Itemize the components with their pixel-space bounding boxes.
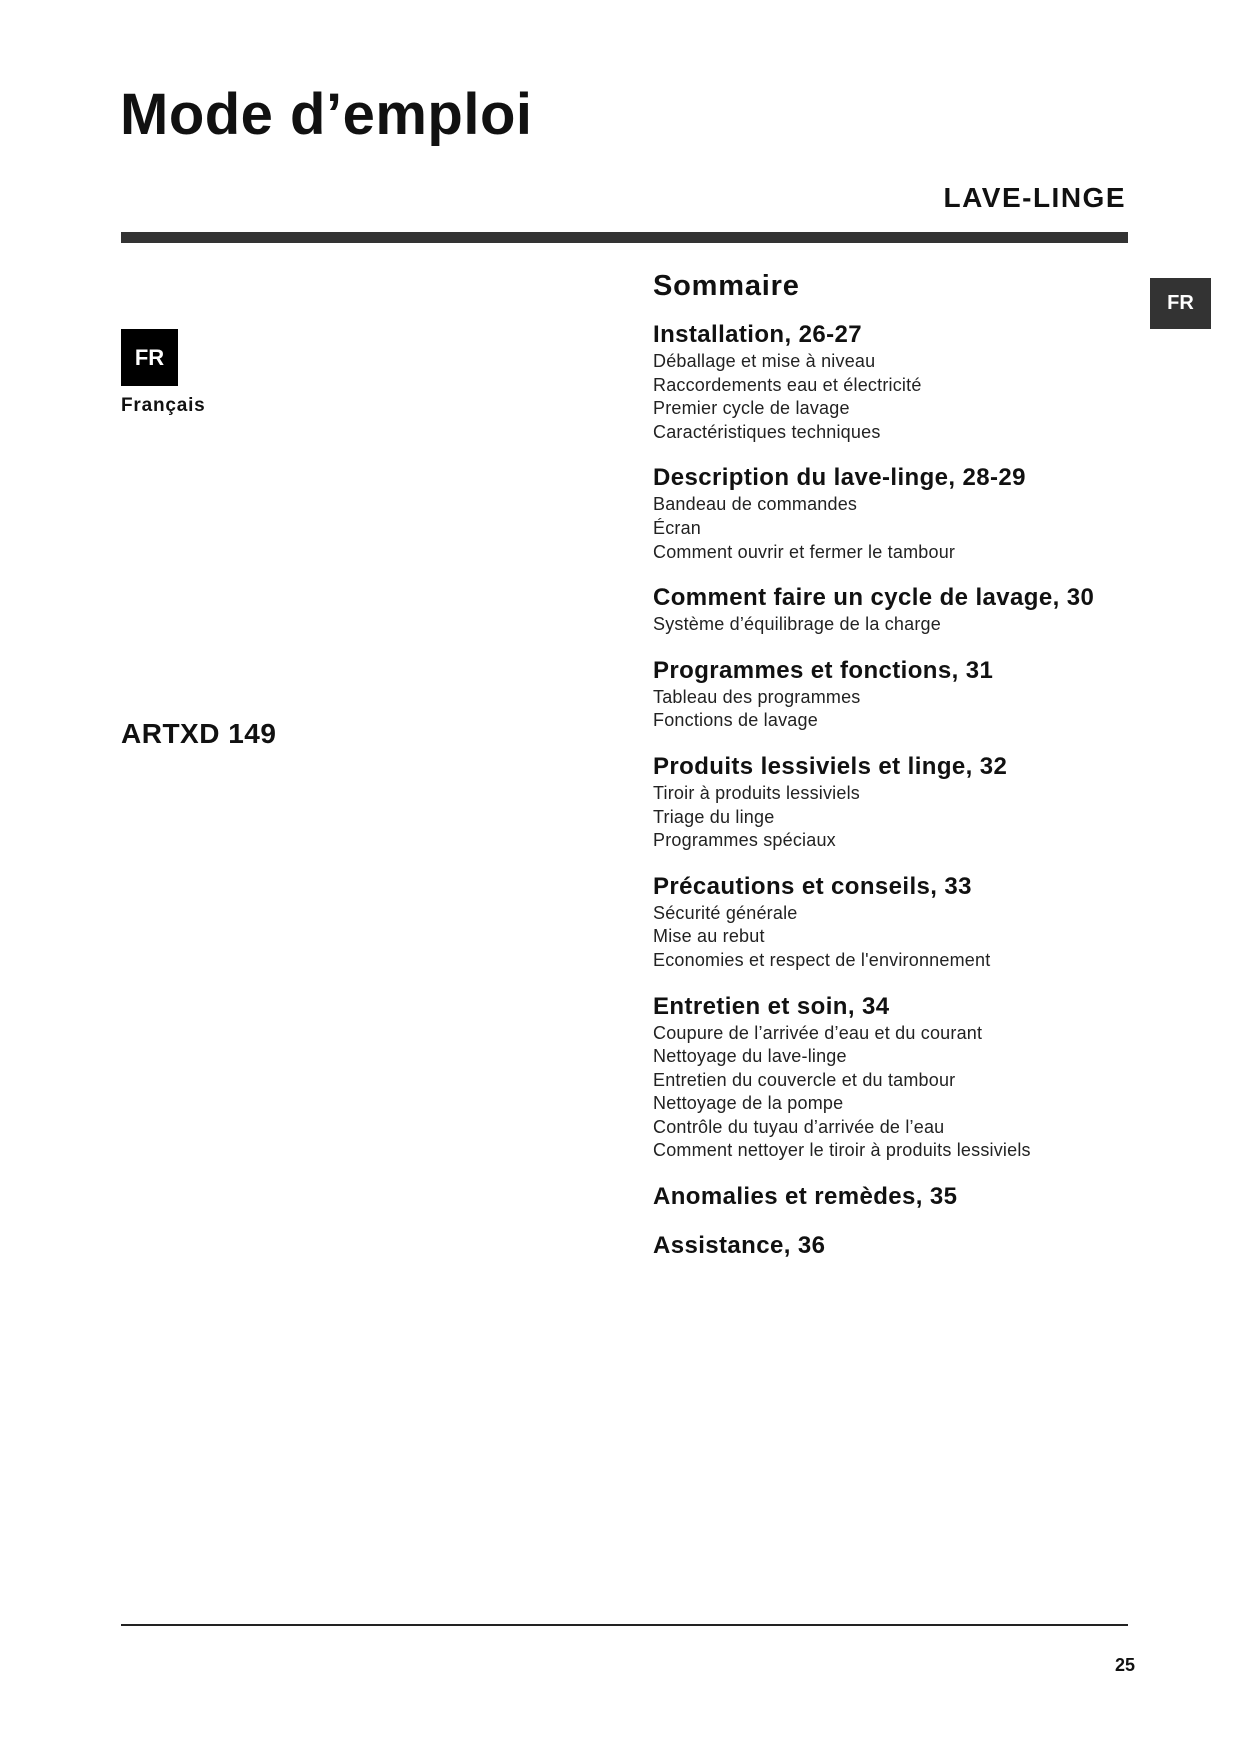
toc-item: Tableau des programmes [653, 686, 861, 707]
toc-item: Sécurité générale [653, 902, 798, 923]
toc-item: Economies et respect de l'environnement [653, 949, 991, 970]
toc-section [653, 583, 1123, 637]
toc-item: Contrôle du tuyau d’arrivée de l’eau [653, 1116, 945, 1137]
toc-item: Premier cycle de lavage [653, 398, 850, 419]
toc-section-title: Produits lessiviels et linge, 32 [653, 752, 1008, 780]
toc-item: Écran [653, 517, 702, 538]
toc-heading: Sommaire [653, 270, 800, 302]
page-number: 25 [1114, 1655, 1135, 1675]
toc-section-title: Comment faire un cycle de lavage, 30 [653, 584, 1095, 612]
toc-item: Comment ouvrir et fermer le tambour [653, 541, 956, 562]
toc-item: Mise au rebut [653, 926, 765, 947]
toc-section [653, 752, 1123, 853]
toc-section [653, 1182, 1123, 1212]
language-side-tab: FR [1150, 278, 1211, 329]
toc-section-title: Installation, 26-27 [653, 321, 862, 348]
toc-section [653, 992, 1123, 1164]
toc-item: Nettoyage de la pompe [653, 1093, 844, 1114]
footer-divider [121, 1624, 1128, 1626]
toc-item: Comment nettoyer le tiroir à produits lessiviels [653, 1140, 1031, 1161]
toc-section-title: Programmes et fonctions, 31 [653, 656, 994, 684]
toc-section-title: Description du lave-linge, 28-29 [653, 464, 1026, 492]
toc-section [653, 872, 1123, 973]
toc-item: Nettoyage du lave-linge [653, 1046, 847, 1067]
product-type-label: LAVE-LINGE [943, 182, 1126, 213]
toc-section-title: Précautions et conseils, 33 [653, 872, 972, 900]
toc-item: Triage du linge [653, 806, 775, 827]
header-divider [121, 232, 1128, 243]
toc-item: Raccordements eau et électricité [653, 374, 922, 395]
language-name: Français [121, 395, 206, 416]
toc-section [653, 320, 1123, 444]
toc-item: Coupure de l’arrivée d’eau et du courant [653, 1022, 983, 1043]
toc-section [653, 463, 1123, 564]
toc-item: Programmes spéciaux [653, 830, 836, 851]
toc-section [653, 1231, 1123, 1261]
language-badge: FR [121, 329, 178, 386]
toc-item: Tiroir à produits lessiviels [653, 782, 860, 803]
toc-sections [653, 320, 1123, 1261]
toc-item: Entretien du couvercle et du tambour [653, 1069, 956, 1090]
toc-item: Bandeau de commandes [653, 494, 858, 515]
toc-section [653, 656, 1123, 733]
toc-item: Caractéristiques techniques [653, 421, 881, 442]
page-title: Mode d’emploi [120, 82, 533, 147]
toc-item: Fonctions de lavage [653, 710, 818, 731]
toc-item: Système d’équilibrage de la charge [653, 614, 941, 635]
table-of-contents [653, 268, 1123, 1280]
model-number: ARTXD 149 [121, 718, 277, 749]
toc-section-title: Anomalies et remèdes, 35 [653, 1183, 958, 1211]
toc-section-title: Assistance, 36 [653, 1232, 826, 1260]
toc-section-title: Entretien et soin, 34 [653, 992, 890, 1020]
toc-item: Déballage et mise à niveau [653, 351, 876, 371]
